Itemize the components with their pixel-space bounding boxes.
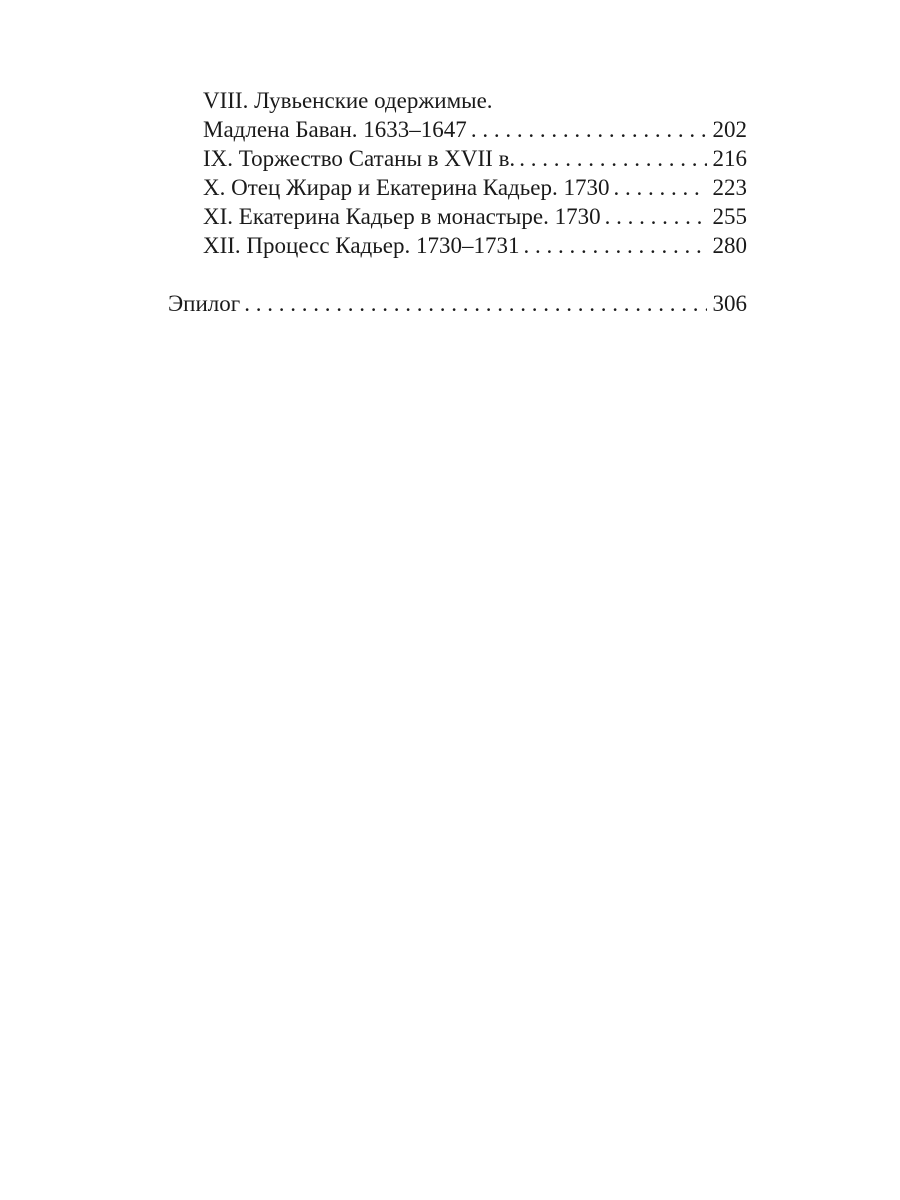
toc-entry [168, 231, 747, 260]
dot-leader [609, 173, 707, 202]
toc-entry [168, 173, 747, 202]
toc-entry-page: 223 [712, 175, 747, 200]
toc-entry-page: 280 [712, 233, 747, 258]
toc-entry-page: 202 [712, 117, 747, 142]
toc-entry-epilogue [168, 289, 747, 318]
dot-leader [240, 289, 707, 318]
toc-entry-title: Эпилог [168, 291, 241, 316]
toc-entry-title: Мадлена Баван. 1633–1647 [203, 117, 467, 142]
dot-leader [467, 115, 707, 144]
toc-entry-heading [168, 86, 747, 115]
dot-leader [601, 202, 707, 231]
toc-entry-title: VIII. Лувьенские одержимые. [203, 88, 493, 113]
toc-entry [168, 144, 747, 173]
toc-entry-page: 216 [712, 146, 747, 171]
table-of-contents [168, 86, 747, 318]
dot-leader [519, 231, 707, 260]
toc-entry-title: XII. Процесс Кадьер. 1730–1731 [203, 233, 520, 258]
toc-entry-title: X. Отец Жирар и Екатерина Кадьер. 1730 [203, 175, 610, 200]
toc-entry-title: IX. Торжество Сатаны в XVII в. [203, 146, 516, 171]
toc-entry-page: 306 [712, 291, 747, 316]
toc-entry-page: 255 [712, 204, 747, 229]
toc-entry [168, 115, 747, 144]
dot-leader [515, 144, 707, 173]
toc-entry [168, 202, 747, 231]
toc-entry-title: XI. Екатерина Кадьер в монастыре. 1730 [203, 204, 601, 229]
